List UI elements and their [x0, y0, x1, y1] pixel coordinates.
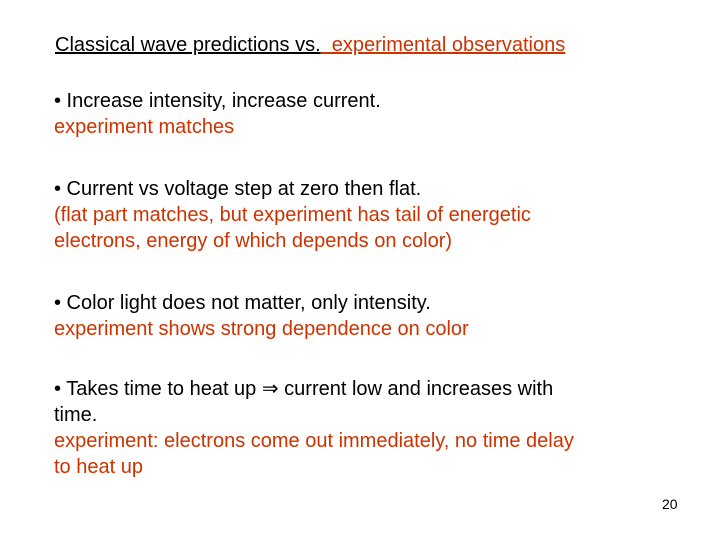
title-experimental-part: experimental observations: [320, 34, 566, 56]
experiment-line: to heat up: [54, 456, 143, 478]
point-voltage-step: [54, 176, 694, 254]
page-number: 20: [662, 496, 678, 512]
claim-line: • Takes time to heat up ⇒ current low and increases with: [54, 378, 554, 400]
experiment-line: experiment shows strong dependence on color: [54, 318, 469, 340]
experiment-line: electrons, energy of which depends on color): [54, 230, 453, 252]
claim-line: • Current vs voltage step at zero then flat.: [54, 178, 422, 200]
slide-title: [55, 33, 565, 57]
claim-line: • Increase intensity, increase current.: [54, 90, 381, 112]
point-intensity: [54, 88, 694, 140]
claim-line: • Color light does not matter, only intensity.: [54, 292, 431, 314]
experiment-line: experiment matches: [54, 116, 235, 138]
point-color: [54, 290, 694, 342]
title-classical-part: Classical wave predictions vs.: [55, 34, 321, 56]
point-heat-up-time: [54, 376, 694, 480]
experiment-line: (flat part matches, but experiment has tail of energetic: [54, 204, 531, 226]
experiment-line: experiment: electrons come out immediately, no time delay: [54, 430, 574, 452]
claim-line: time.: [54, 404, 98, 426]
